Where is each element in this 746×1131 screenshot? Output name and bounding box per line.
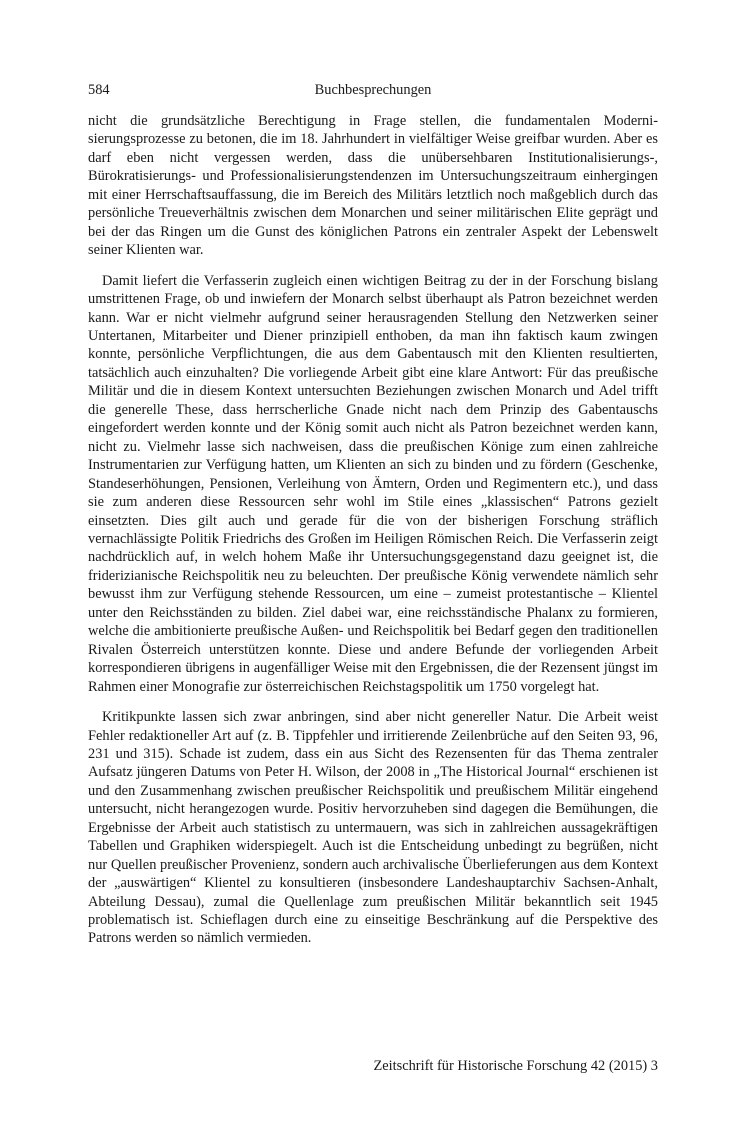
- paragraph-continuation: nicht die grundsätzliche Berechtigung in Frage stellen, die fundamentalen Modernisierungsprozesse zu betonen, die im 18. Jahrhundert in vielfältiger Weise greifbar wurden. Aber es darf eben nicht vergessen werden, dass die unübersehbaren Institutionalisierungs-, Bürokratisierungs- und Professionalisierungstendenzen im Untersuchungszeitraum einhergingen mit einer Herrschaftsauffassung, die im Bereich des Militärs letztlich noch maßgeblich durch das persönliche Treueverhältnis zwischen dem Monarchen und seiner militärischen Elite geprägt und bei der das Ringen um die Gunst des königlichen Patrons ein zentraler Aspekt der Lebenswelt seiner Klienten war.: [88, 113, 658, 259]
- page-number: 584: [88, 82, 110, 98]
- review-body-text: [88, 112, 658, 948]
- paragraph-patron-argument: Damit liefert die Verfasserin zugleich einen wichtigen Beitrag zu der in der Forschung bislang umstrittenen Frage, ob und inwiefern der Monarch selbst überhaupt als Patron bezeichnet werden kann. War er nicht vielmehr aufgrund seiner herausragenden Stellung den Netzwerken seiner Untertanen, Mitarbeiter und Diener prinzipiell enthoben, da man ihn faktisch kaum zwingen konnte, persönliche Verpflichtungen, die aus dem Gabentausch mit den Klienten resultierten, tatsächlich auch einzuhalten? Die vorliegende Arbeit gibt eine klare Antwort: Für das preußische Militär und die in diesem Kontext untersuchten Beziehungen zwischen Monarch und Adel trifft die generelle These, dass herrscherliche Gnade nicht nach dem Prinzip des Gabentauschs eingefordert werden konnte und der König somit auch nicht als Patron bezeichnet werden kann, nicht zu. Vielmehr lasse sich nachweisen, dass die preußischen Könige zum einen zahlreiche Instrumentarien zur Verfügung hatten, um Klienten an sich zu binden und zu fördern (Geschenke, Standeserhöhungen, Pensionen, Verleihung von Ämtern, Orden und Regimentern etc.), und dass sie zum anderen diese Ressourcen sehr wohl im Stile eines „klassischen“ Patrons gezielt einsetzten. Dies gilt auch und gerade für die von der bisherigen Forschung sträflich vernachlässigte Politik Friedrichs des Großen im Heiligen Römischen Reich. Die Verfasserin zeigt nachdrücklich auf, in welch hohem Maße ihr Untersuchungsgegenstand dazu geeignet ist, die friderizianische Reichspolitik neu zu beleuchten. Der preußische König verwendete nämlich sehr bewusst ihm zur Verfügung stehende Ressourcen, um eine – zumeist protestantische – Klientel unter den Reichsständen zu bilden. Ziel dabei war, eine reichsständische Phalanx zu formieren, welche die ambitionierte preußische Außen- und Reichspolitik bei Bedarf gegen den traditionellen Rivalen Österreich unterstützen konnte. Diese und andere Befunde der vorliegenden Arbeit korrespondieren übrigens in augenfälliger Weise mit den Ergebnissen, die der Rezensent jüngst im Rahmen einer Monografie zur österreichischen Reichstagspolitik um 1750 vorgelegt hat.: [88, 272, 658, 695]
- journal-citation-footer: Zeitschrift für Historische Forschung 42 (2015) 3: [373, 1058, 658, 1074]
- page-header: [88, 82, 658, 102]
- paragraph-critique: Kritikpunkte lassen sich zwar anbringen, sind aber nicht genereller Natur. Die Arbeit weist Fehler redaktioneller Art auf (z. B. Tippfehler und irritierende Zeilenbrüche auf den Seiten 93, 96, 231 und 315). Schade ist zudem, dass ein aus Sicht des Rezensenten für das Thema zentraler Aufsatz jüngeren Datums von Peter H. Wilson, der 2008 in „The Historical Journal“ erschienen ist und den Zusammenhang zwischen preußischer Reichspolitik und preußischem Militär eingehend untersucht, nicht herangezogen wurde. Positiv hervorzuheben sind dagegen die Bemühungen, die Ergebnisse der Arbeit auch statistisch zu untermauern, was sich in zahlreichen aussagekräftigen Tabellen und Graphiken widerspiegelt. Auch ist die Entscheidung unbedingt zu begrüßen, nicht nur Quellen preußischer Provenienz, sondern auch archivalische Überlieferungen aus dem Kontext der „auswärtigen“ Klientel zu konsultieren (insbesondere Landeshauptarchiv Sachsen-Anhalt, Abteilung Dessau), zumal die Quellenlage zum preußischen Militär bekanntlich seit 1945 problematisch ist. Schieflagen durch eine zu einseitige Beschränkung auf die Perspektive des Patrons werden so nämlich vermieden.: [88, 709, 658, 947]
- running-title: Buchbesprechungen: [314, 82, 432, 98]
